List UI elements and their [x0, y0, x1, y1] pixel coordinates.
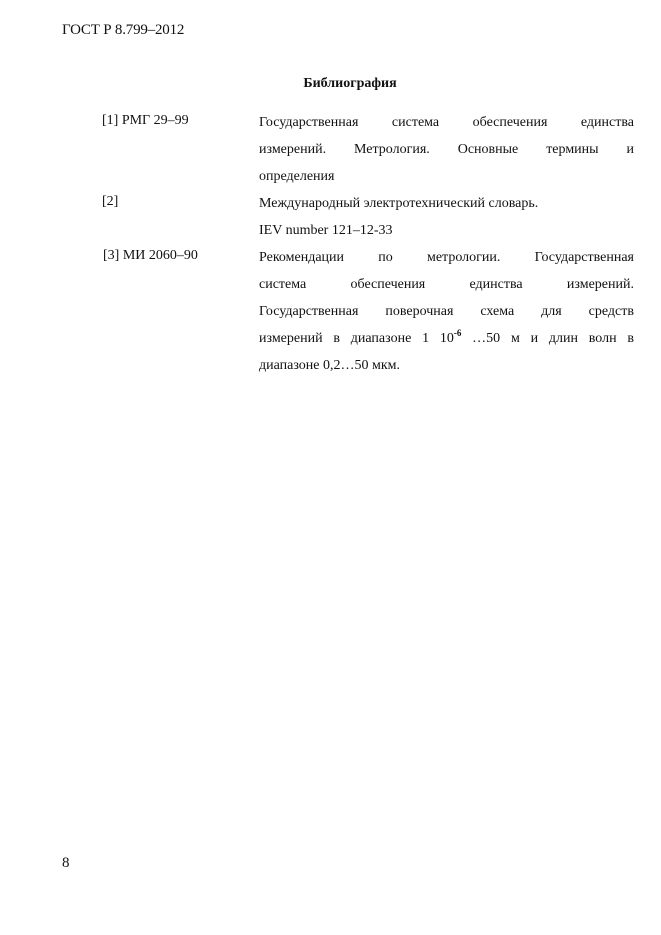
entry-text	[259, 109, 634, 190]
entry-number: [2]	[102, 194, 119, 209]
entry-text-line-with-exponent	[259, 325, 634, 352]
entry-text	[259, 244, 634, 379]
entry-text-fragment: …50 м и длин волн в	[461, 331, 634, 346]
entry-number: [3] МИ 2060–90	[103, 248, 198, 263]
entry-text-line: IEV number 121–12-33	[259, 223, 393, 238]
bibliography-title: Библиография	[303, 76, 397, 91]
entry-text-line: система обеспечения единства измерений.	[259, 277, 634, 292]
entry-text-line: Государственная поверочная схема для средств	[259, 304, 634, 319]
entry-text-fragment: измерений в диапазоне 1 10	[259, 331, 454, 346]
entry-text-line: Международный электротехнический словарь.	[259, 196, 539, 211]
entry-text	[259, 190, 634, 244]
entry-text-line: Рекомендации по метрологии. Государственная	[259, 250, 634, 265]
entry-text-line: Государственная система обеспечения единства	[259, 115, 634, 130]
entry-number: [1] РМГ 29–99	[102, 113, 189, 128]
page-number: 8	[62, 855, 70, 871]
entry-text-line: измерений. Метрология. Основные термины и	[259, 142, 634, 157]
entry-text-line: диапазоне 0,2…50 мкм.	[259, 358, 401, 373]
exponent: -6	[453, 328, 462, 338]
document-code-header: ГОСТ Р 8.799–2012	[62, 22, 185, 38]
entry-text-line: определения	[259, 169, 335, 184]
